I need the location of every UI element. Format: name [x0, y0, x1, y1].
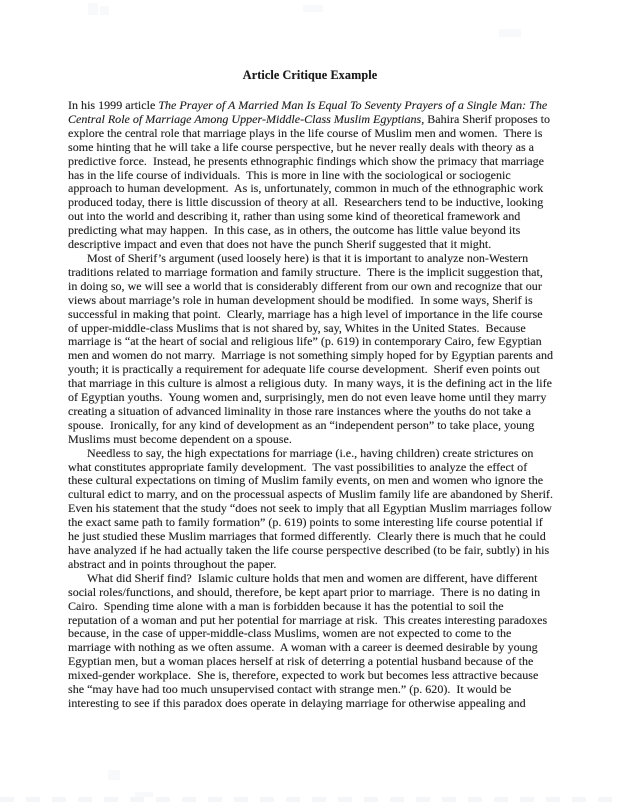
document-title: Article Critique Example: [242, 68, 378, 82]
text-segment: In his 1999 article: [68, 98, 159, 112]
paragraph-4: [68, 572, 554, 711]
text-segment: , Bahira Sherif proposes to explore the central role that marriage plays in the life course of Muslim men and women. There is some hinting that he will take a life course perspective, but he never really deals with theory as a predictive force. Instead, he presents ethnographic findings which show the primacy that marriage has in the life course of individuals. This is more in line with the sociological or sociogenic approach to human development. As is, unfortunately, common in much of the ethnographic work produced today, there is little discussion of theory at all. Researchers tend to be inductive, looking out into the world and describing it, rather than using some kind of theoretical framework and predicting what may happen. In this case, as in others, the outcome has little value beyond its descriptive impact and even that does not have the punch Sherif suggested that it might.: [68, 111, 554, 252]
text-segment: Needless to say, the high expectations for marriage (i.e., having children) create strictures on what constitutes appropriate family development. The vast possibilities to analyze the effect of these cultural expectations on timing of Muslim family events, on men and women who ignore the cultural edict to marry, and on the processual aspects of Muslim family life are abandoned by Sherif. Even his statement that the study “does not seek to imply that all Egyptian Muslim marriages follow the exact same path to family formation” (p. 619) points to some interesting life course potential if he just studied these Muslim marriages that formed differently. Clearly there is much that he could have analyzed if he had actually taken the life course perspective described (to be fair, subtly) in his abstract and in points throughout the paper.: [68, 445, 559, 571]
scan-artifact: [303, 5, 323, 12]
scan-artifact: [0, 797, 620, 802]
scan-artifact: [100, 6, 109, 15]
cited-article-title: The Prayer of A Married Man Is Equal To Seventy Prayers of a Single Man: The Central Role of Marriage Among Upper-Middle-Class Muslim Egyptians: [68, 98, 551, 126]
paragraph-2: [68, 250, 557, 447]
paragraph-1: [68, 99, 554, 252]
document-body: [68, 98, 559, 711]
scan-artifact: [108, 770, 120, 780]
scan-artifact: [499, 29, 521, 37]
text-segment: Most of Sherif’s argument (used loosely here) is that it is important to analyze non-Western traditions related to marriage formation and family structure. There is the implicit suggestion that, in doing so, we will see a world that is considerably different from our own and recognize that our views about marriage’s role in human development should be modified. In some ways, Sherif is successful in making that point. Clearly, marriage has a high level of importance in the life course of upper-middle-class Muslims that is not shared by, say, Whites in the United States. Because marriage is “at the heart of social and religious life” (p. 619) in contemporary Cairo, few Egyptian men and women do not marry. Marriage is not something simply hoped for by Egyptian parents and youth; it is practically a requirement for adequate life course development. Sherif even points out that marriage in this culture is almost a religious duty. In many ways, it is the defining act in the life of Egyptian youths. Young women and, surprisingly, men do not even leave home until they marry creating a situation of advanced liminality in those rare instances where the youths do not take a spouse. Ironically, for any kind of development as an “independent person” to take place, young Muslims must become dependent on a spouse.: [68, 250, 557, 446]
text-segment: What did Sherif find? Islamic culture holds that men and women are different, have different social roles/functions, and should, therefore, be kept apart prior to marriage. There is no dating in Cairo. Spending time alone with a man is forbidden because it has the potential to soil the reputation of a woman and put her potential for marriage at risk. This creates interesting paradoxes because, in the case of upper-middle-class Muslims, women are not expected to come to the marriage with nothing as we often assume. A woman with a career is deemed desirable by young Egyptian men, but a woman places herself at risk of deterring a potential husband because of the mixed-gender workplace. She is, therefore, expected to work but becomes less attractive because she “may have had too much unsupervised contact with strange men.” (p. 620). It would be interesting to see if this paradox does operate in delaying marriage for otherwise appealing and: [68, 570, 551, 710]
paragraph-3: [68, 445, 559, 572]
scan-artifact: [88, 3, 98, 15]
